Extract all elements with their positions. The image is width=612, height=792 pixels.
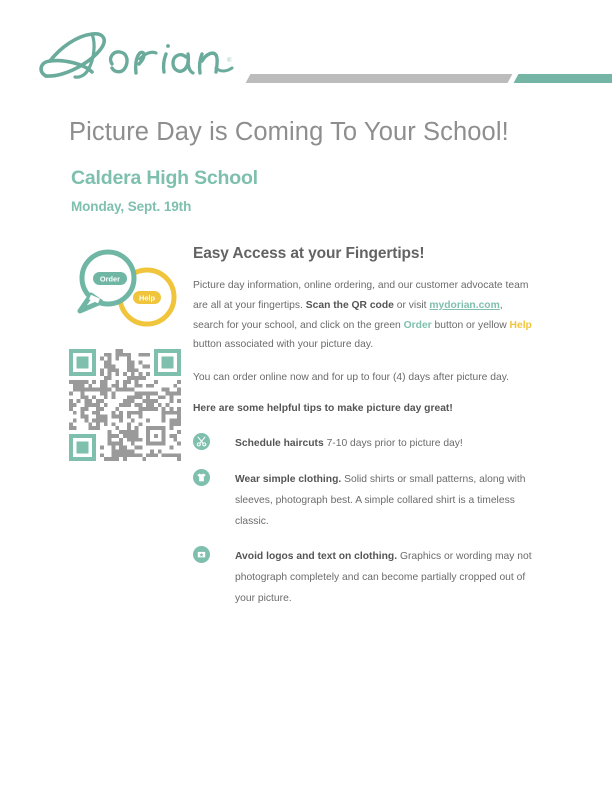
tip-text (235, 551, 532, 604)
tip-bold: Avoid logos and text on clothing. (235, 551, 398, 563)
list-item (193, 469, 535, 531)
order-pill-label: Order (99, 274, 121, 284)
qr-code-canvas (69, 349, 181, 461)
scissors-icon (193, 433, 210, 450)
event-date: Monday, Sept. 19th (71, 199, 192, 214)
tips-list (193, 433, 535, 608)
no-logo-badge-icon (193, 546, 210, 563)
page-title: Picture Day is Coming To Your School! (69, 118, 509, 146)
help-keyword: Help (509, 319, 532, 331)
tip-text (235, 438, 463, 449)
help-pill-label: Help (138, 293, 156, 303)
dorian-logo-icon (36, 28, 236, 90)
ordering-window-paragraph: You can order online now and for up to four (4) days after picture day. (193, 372, 509, 384)
intro-text-5: button associated with your picture day. (193, 339, 374, 351)
qr-instruction-bold: Scan the QR code (305, 299, 394, 311)
intro-paragraph (193, 276, 535, 355)
list-item (193, 546, 535, 608)
tip-rest: Solid shirts or small patterns, along with sleeves, photograph best. A simple collared shirt is a timeless classic. (235, 474, 526, 527)
section-heading: Easy Access at your Fingertips! (193, 245, 425, 262)
intro-text-4: button or yellow (431, 319, 510, 331)
tip-text (235, 474, 526, 527)
qr-code[interactable] (69, 349, 181, 461)
main-content (193, 245, 535, 624)
school-name: Caldera High School (71, 167, 258, 189)
page-header (0, 0, 612, 105)
intro-text-3: , search for your school, and click on the green (193, 299, 503, 331)
tip-rest: Graphics or wording may not photograph completely and can become partially cropped out of your picture. (235, 551, 532, 604)
header-bar-teal (514, 74, 612, 83)
intro-text-2: or visit (393, 299, 430, 311)
tip-rest: 7-10 days prior to picture day! (323, 438, 463, 450)
dorian-logo (36, 28, 236, 90)
intro-text-1: Picture day information, online ordering, and our customer advocate team are all at your fingertips. (193, 280, 529, 311)
order-keyword: Order (403, 319, 432, 331)
tips-heading: Here are some helpful tips to make picture day great! (193, 402, 453, 414)
mydorian-link[interactable]: mydorian.com (429, 299, 500, 311)
header-bar-gray (246, 74, 513, 83)
tip-bold: Schedule haircuts (235, 438, 324, 450)
speech-bubbles-icon (76, 247, 180, 333)
logo-trademark: ® (227, 58, 232, 64)
speech-bubbles-graphic (76, 247, 180, 333)
list-item (193, 433, 535, 454)
tip-bold: Wear simple clothing. (235, 474, 342, 486)
tshirt-icon (193, 469, 210, 486)
